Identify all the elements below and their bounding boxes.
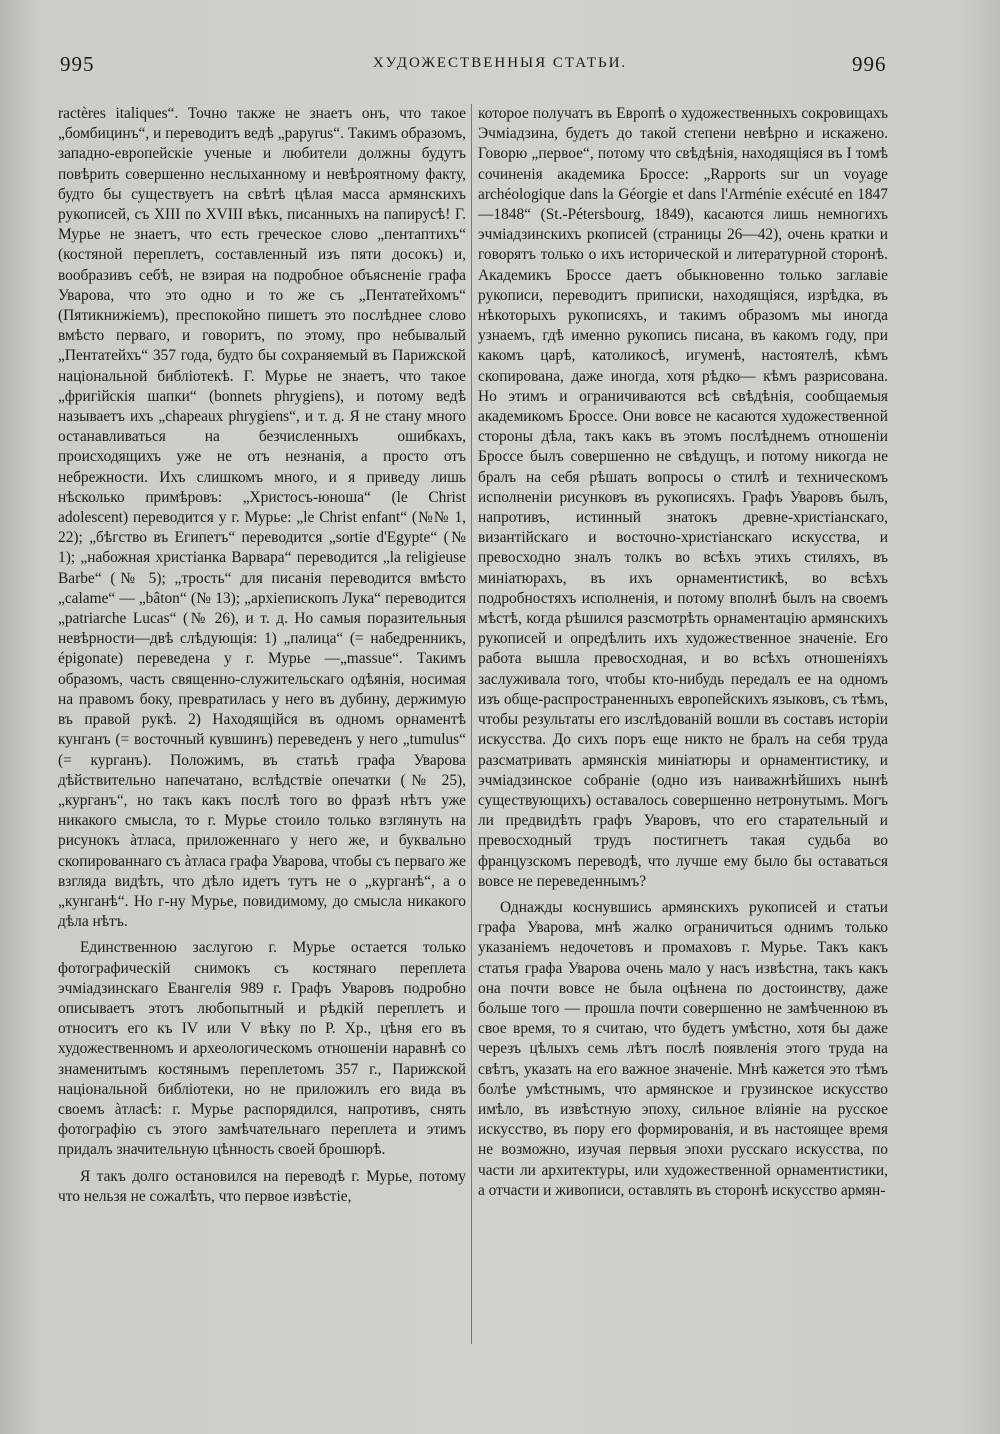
right-paragraph-2: Однажды коснувшись армянскихъ рукописей и статьи графа Уварова, мнѣ жалко ограничиться однимъ только указаніемъ недочетовъ и промаховъ г. Мурье. Такъ какъ статья графа Уварова очень мало у насъ извѣстна, такъ какъ она почти вовсе не была оцѣнена по достоинству, даже больше того — прошла почти совершенно не замѣченною въ свое время, то я считаю, что будетъ умѣстно, хотя бы даже черезъ цѣлыхъ семь лѣтъ послѣ появленія этого труда на свѣтъ, указать на его важное значеніе. Мнѣ кажется это тѣмъ болѣе умѣстнымъ, что армянское и грузинское искусство имѣло, въ извѣстную эпоху, сильное вліяніе на русское искусство, въ пору его формированія, и въ настоящее время не возможно, изучая первыя эпохи русскаго искусства, по части ли архитектуры, или художественной орнаментистики, а отчасти и живописи, оставлять въ сторонѣ искусство армян- [478,898,888,1199]
column-divider [471,104,472,1344]
page-number-left: 995 [60,52,95,76]
page-number-right: 996 [852,52,887,76]
left-column [58,104,466,1207]
left-paragraph-1: ractères italiques“. Точно также не знаетъ онъ, что такое „бомбицинъ“, и переводитъ ведѣ „papyrus“. Такимъ образомъ, западно-европейскіе ученые и любители должны будутъ повѣрить совершенно неслыханному и невѣроятному факту, будто бы существуетъ на свѣтѣ цѣлая масса армянскихъ рукописей, съ XIII по XVIII вѣкъ, писанныхъ на папирусѣ! Г. Мурье не знаетъ, что есть греческое слово „пентаптихъ“ (костяной переплетъ, составленный изъ пяти досокъ) и, вообразивъ себѣ, не взирая на подробное объясненіе графа Уварова, что это одно и то же съ „Пентатейхомъ“ (Пятикнижіемъ), преспокойно пишетъ это послѣднее слово вмѣсто перваго, и говоритъ, по этому, про небывалый „Пентатейхъ“ 357 года, будто бы сохраняемый въ Парижской національной библіотекѣ. Г. Мурье не знаетъ, что такое „фригійскія шапки“ (bonnets phrygiens), и потому ведѣ называетъ ихъ „chapeaux phrygiens“, и т. д. Я не стану много останавливаться на безчисленныхъ ошибкахъ, происходящихъ уже не отъ незнанія, а просто отъ небрежности. Ихъ слишкомъ много, и я приведу лишь нѣсколько примѣровъ: „Христосъ-юноша“ (le Christ adolescent) переводится у г. Мурье: „le Christ enfant“ (№№ 1, 22); „бѣгство въ Египетъ“ переводится „sortie d'Egypte“ (№ 1); „набожная христіанка Варвара“ переводится „la religieuse Barbe“ (№ 5); „трость“ для писанія переводится вмѣсто „calame“ — „bâton“ (№ 13); „архіепископъ Лука“ переводится „patriarche Lucas“ (№ 26), и т. д. Но самыя поразительныя невѣрности—двѣ слѣдующія: 1) „палица“ (= набедренникъ, épigonate) переведена у г. Мурье —„massue“. Такимъ образомъ, часть священно-служительскаго одѣянія, носимая на правомъ боку, превратилась у него въ дубину, держимую въ правой рукѣ. 2) Находящійся въ одномъ орнаментѣ кунганъ (= восточный кувшинъ) переведенъ у него „tumulus“ (= курганъ). Положимъ, въ статьѣ графа Уварова дѣйствительно напечатано, вслѣдствіе опечатки (№ 25), „курганъ“, но такъ какъ послѣ того во фразѣ нѣтъ уже никакого смысла, то г. Мурье стоило только взглянуть на рисунокъ àтласа, приложеннаго у него же, и буквально скопированнаго съ àтласа графа Уварова, чтобы съ перваго же взгляда видѣть, что дѣло идетъ тутъ не о „курганѣ“, а о „кунганѣ“. Но г-ну Мурье, повидимому, до смысла никакого дѣла нѣтъ. [58,105,466,931]
right-paragraph-1: которое получатъ въ Европѣ о художественныхъ сокровищахъ Эчміадзина, будетъ до такой степени невѣрно и искажено. Говорю „первое“, потому что свѣдѣнія, находящіяся въ I томѣ сочиненія академика Броссе: „Rapports sur un voyage archéologique dans la Géorgie et dans l'Arménie exécuté en 1847—1848“ (St.-Pétersbourg, 1849), касаются лишь немногихъ эчміадзинскихъ ркописей (страницы 26—42), очень кратки и говорятъ только о ихъ исторической и литературной сторонѣ. Академикъ Броссе даетъ обыкновенно только заглавіе рукописи, переводитъ приписки, находящіяся, изрѣдка, въ нѣкоторыхъ рукописяхъ, и такимъ образомъ мы иногда узнаемъ, гдѣ именно рукопись писана, въ какомъ году, при какомъ царѣ, католикосѣ, игуменѣ, настоятелѣ, кѣмъ скопирована, даже иногда, хотя рѣдко— кѣмъ разрисована. Но этимъ и ограничиваются всѣ свѣдѣнія, сообщаемыя академикомъ Броссе. Они вовсе не касаются художественной стороны дѣла, такъ какъ въ этомъ послѣднемъ отношеніи Броссе былъ совершенно не свѣдущъ, и потому никогда не бралъ на себя рѣшать вопросы о стилѣ и техническомъ исполненіи рисунковъ въ рукописяхъ. Графъ Уваровъ былъ, напротивъ, истинный знатокъ древне-христіанскаго, византійскаго и восточно-христіанскаго искусства, и превосходно зналъ толкъ во всѣхъ этихъ стиляхъ, въ миніатюрахъ, въ ихъ орнаментистикѣ, во всѣхъ подробностяхъ исполненія, и потому вполнѣ былъ на своемъ мѣстѣ, когда рѣшился разсмотрѣть орнаментацію армянскихъ рукописей и опредѣлить ихъ художественное значеніе. Его работа вышла превосходная, и во всѣхъ отношеніяхъ заслуживала того, чтобы кто-нибудь передалъ ее на одномъ изъ обще-распространенныхъ европейскихъ языковъ, съ тѣмъ, чтобы результаты его изслѣдованій вошли въ составъ исторіи искусства. До сихъ поръ еще никто не бралъ на себя труда разсматривать армянскія миніатюры и орнаментистику, и эчміадзинское собраніе (одно изъ наиважнѣйшихъ нынѣ существующихъ) оставалось совершенно нетронутымъ. Могъ ли предвидѣть графъ Уваровъ, что его старательный и превосходный трудъ постигнетъ такая судьба во французскомъ переводѣ, что лучше ему было бы оставаться вовсе не переведеннымъ? [478,105,888,890]
running-title: ХУДОЖЕСТВЕННЫЯ СТАТЬИ. [372,55,628,71]
right-column [478,104,888,1201]
left-paragraph-3: Я такъ долго остановился на переводѣ г. Мурье, потому что нельзя не сожалѣть, что первое извѣстіе, [58,1167,466,1205]
page-header [0,52,1000,86]
left-paragraph-2: Единственною заслугою г. Мурье остается только фотографическій снимокъ съ костянаго переплета эчміадзинскаго Евангелія 989 г. Графъ Уваровъ подробно описываетъ этотъ любопытный и рѣдкій переплетъ и относитъ его къ IV или V вѣку по Р. Хр., цѣня его въ художественномъ и археологическомъ отношеніи наравнѣ со знаменитымъ костянымъ переплетомъ 357 г., Парижской національной библіотеки, но не приложилъ его вида въ своемъ àтласѣ: г. Мурье распорядился, напротивъ, снять фотографію съ этого замѣчательнаго переплета и этимъ придалъ значительную цѣнность своей брошюрѣ. [58,939,466,1159]
